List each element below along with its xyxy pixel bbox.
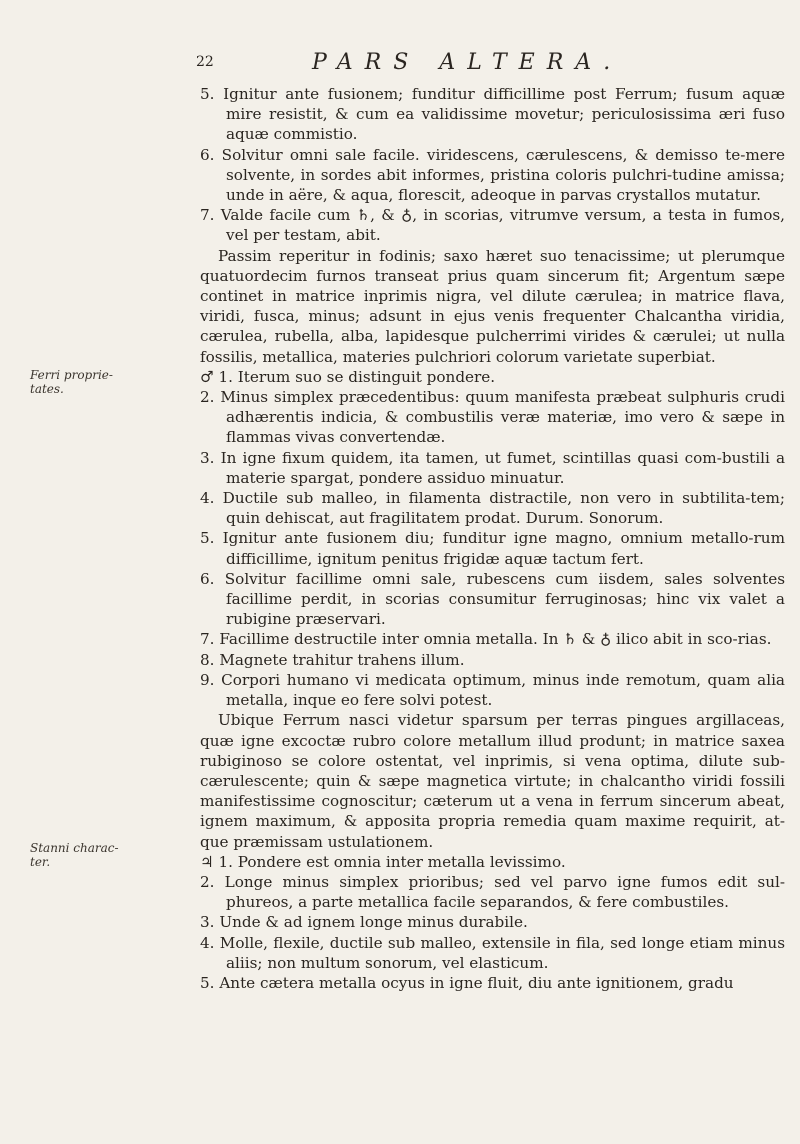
paragraph: Ubique Ferrum nasci videtur sparsum per terras pingues argillaceas, quæ igne excoctæ rubro colore metallum illud produnt; in matrice saxea rubiginoso se colore ostentat, vel inprimis, si vena optima, dilute sub-cærulescente; quin & sæpe magnetica virtute; in chalcantho viridi fossili manifestissime cognoscitur; cæterum ut a vena in ferrum sincerum abeat, ignem maximum, & apposita propria remedia quam maxime requirit, at-que præmissam ustulationem. (200, 711, 785, 851)
paragraph: 3. Unde & ad ignem longe minus durabile. (200, 913, 528, 932)
paragraph: 9. Corpori humano vi medicata optimum, minus inde remotum, quam alia metalla, inque eo fere solvi potest. (200, 670, 785, 710)
paragraph: ♂ 1. Iterum suo se distinguit pondere. (200, 367, 496, 386)
paragraph: 4. Molle, flexile, ductile sub malleo, extensile in fila, sed longe etiam minus aliis; non multum sonorum, vel elasticum. (200, 933, 785, 972)
paragraph: 7. Valde facile cum ♄, & ♁, in scorias, vitrumve versum, a testa in fumos, vel per testam, abit. (200, 206, 785, 245)
paragraph: 6. Solvitur omni sale facile. viridescens, cærulescens, & demisso te-mere solvente, in sordes abit informes, pristina coloris pulchri-tudine amissa; unde in aëre, & aqua, florescit, adeoque in parvas crystallos mutatur. (200, 145, 785, 205)
paragraph: 5. Ignitur ante fusionem; funditur difficillime post Ferrum; fusum aquæ mire resistit, & cum ea validissime movetur; periculosissima æri fuso aquæ commistio. (200, 85, 785, 144)
paragraph: 3. In igne fixum quidem, ita tamen, ut fumet, scintillas quasi com-bustili a materie spargat, pondere assiduo minuatur. (200, 448, 785, 487)
margin-note-iron: Ferri proprie-tates. (30, 368, 113, 396)
paragraph: 5. Ante cætera metalla ocyus in igne fluit, diu ante ignitionem, gradu (200, 973, 734, 992)
paragraph: 4. Ductile sub malleo, in filamenta distractile, non vero in subtilita-tem; quin dehiscat, aut fragilitatem prodat. Durum. Sonorum. (200, 489, 785, 528)
paragraph: 6. Solvitur facillime omni sale, rubescens cum iisdem, sales solventes facillime perdit, in scorias consumitur ferruginosas; hinc vix valet a rubigine præservari. (200, 569, 785, 629)
paragraph: 5. Ignitur ante fusionem diu; funditur igne magno, omnium metallo-rum difficillime, ignitum penitus frigidæ aquæ tactum fert. (200, 529, 785, 568)
paragraph: 2. Longe minus simplex prioribus; sed vel parvo igne fumos edit sul-phureos, a parte metallica facile separandos, & fere combustiles. (200, 872, 785, 912)
paragraph: Passim reperitur in fodinis; saxo hæret suo tenacissime; ut plerumque quatuordecim furnos transeat prius quam sincerum fit; Argentum sæpe continet in matrice inprimis nigra, vel dilute cærulea; in matrice flava, viridi, fusca, minus; adsunt in ejus venis frequenter Chalcantha viridia, cærulea, rubella, alba, lapidesque pulcherrimi virides & cærulei; ut nulla fossilis, metallica, materies pulchriori colorum varietate superbiat. (200, 246, 785, 366)
page-number: 22 (196, 54, 214, 70)
paragraph: 7. Facillime destructile inter omnia metalla. In ♄ & ♁ ilico abit in sco-rias. (200, 630, 772, 649)
running-title: PARS ALTERA. (312, 50, 623, 75)
body-text (200, 84, 785, 993)
margin-note-tin: Stanni charac-ter. (30, 841, 119, 869)
paragraph: 8. Magnete trahitur trahens illum. (200, 650, 465, 669)
paragraph: 2. Minus simplex præcedentibus: quum manifesta præbeat sulphuris crudi adhærentis indicia, & combustilis veræ materiæ, imo vero & sæpe in flammas vivas convertendæ. (200, 388, 785, 447)
page-header (196, 50, 696, 80)
paragraph: ♃ 1. Pondere est omnia inter metalla levissimo. (200, 852, 566, 871)
